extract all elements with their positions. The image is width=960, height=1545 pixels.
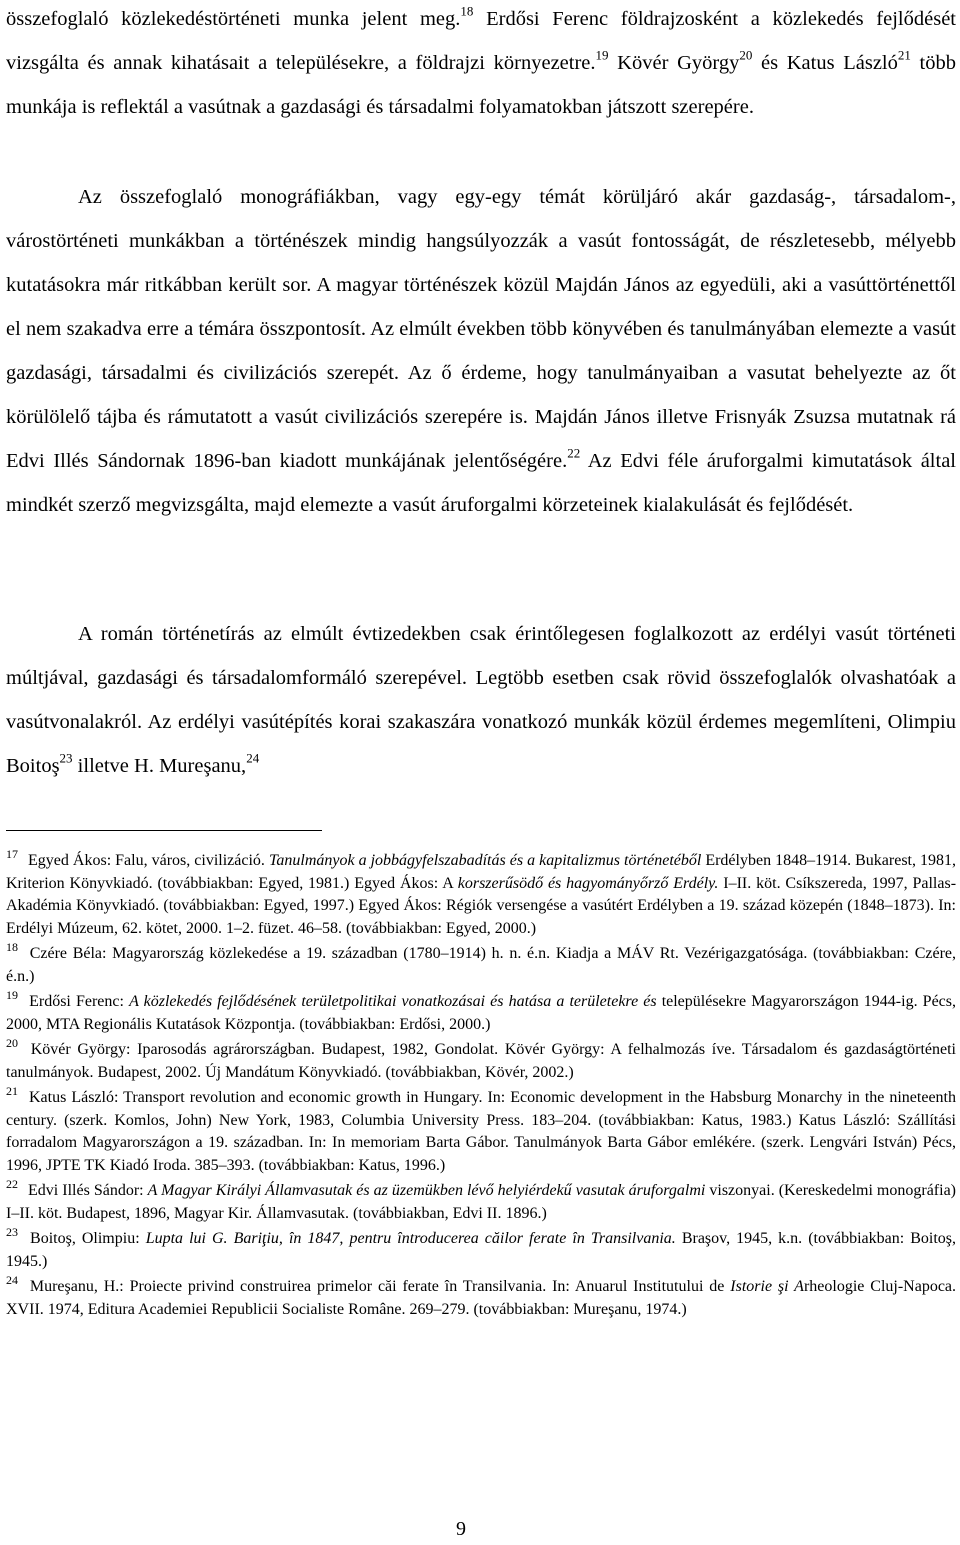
footnote-text: Egyed Ákos: Falu, város, civilizáció.: [24, 852, 269, 869]
footnote-text: Czére Béla: Magyarország közlekedése a 19. században (1780–1914) h. n. é.n. Kiadja a MÁV Rt. Vezérigazgatósága. (továbbiakban: Czére, é.n.): [6, 945, 956, 985]
footnote-ref-18[interactable]: 18: [460, 3, 474, 19]
paragraph-text: Az Edvi féle áruforgalmi kimutatások által mindkét szerző megvizsgálta, majd elemezte a vasút áruforgalmi körzeteinek kialakulását és fejlődését.: [6, 450, 956, 516]
footnote-text: Mureşanu, H.: Proiecte privind construirea primelor căi ferate în Transilvania. In: Anuarul Institutului de: [24, 1278, 731, 1295]
footnote-number: 18: [6, 939, 18, 954]
footnote-text: településekre Magyarországon 1944-ig. Pécs, 2000, MTA Regionális Kutatások Központja. (továbbiakban: Erdősi, 2000.): [6, 993, 957, 1033]
paragraph-1: [6, 0, 956, 129]
document-page: [6, 0, 956, 1545]
footnote-text: Boitoş, Olimpiu:: [24, 1230, 146, 1247]
footnote-ref-19[interactable]: 19: [595, 47, 609, 63]
footnote-italic: A közlekedés fejlődésének területpolitikai vonatkozásai és hatása a területekre és: [129, 993, 657, 1010]
footnote-number: 22: [6, 1176, 18, 1191]
footnote-italic: Tanulmányok a jobbágyfelszabadítás és a kapitalizmus történetéből: [268, 852, 702, 869]
footnote-text: Edvi Illés Sándor:: [24, 1182, 148, 1199]
page-number: 9: [456, 1518, 466, 1540]
footnote-22: [6, 1176, 957, 1225]
paragraph-text: összefoglaló közlekedéstörténeti munka jelent meg.: [6, 8, 461, 30]
paragraph-text: Kövér György: [608, 52, 740, 74]
footnote-ref-22[interactable]: 22: [567, 445, 581, 461]
paragraph-3: [6, 612, 956, 788]
footnote-19: [6, 987, 957, 1036]
footnote-20: [6, 1035, 956, 1084]
footnote-ref-24[interactable]: 24: [246, 750, 260, 766]
footnote-ref-20[interactable]: 20: [739, 47, 753, 63]
footnote-italic: Lupta lui G. Bariţiu, în 1847, pentru întroducerea căilor ferate în Transilvania.: [145, 1230, 676, 1247]
paragraph-text: A román történetírás az elmúlt évtizedekben csak érintőlegesen foglalkozott az erdélyi vasút történeti múltjával, gazdasági és társadalomformáló szerepével. Legtöbb esetben csak rövid összefoglalók olvashatóak a vasútvonalakról. Az erdélyi vasútépítés korai szakaszára vonatkozó munkák közül érdemes megemlíteni, Olimpiu Boitoş: [6, 623, 956, 777]
paragraph-text: Erdősi Ferenc földrajzosként a közlekedés fejlődését vizsgálta és annak kihatásait a településekre, a földrajzi környezetre.: [6, 8, 956, 74]
footnote-17: [6, 846, 957, 940]
paragraph-text: Az összefoglaló monográfiákban, vagy egy-egy témát körüljáró akár gazdaság-, társadalom-, várostörténeti munkákban a történészek mindig hangsúlyozzák a vasút fontosságát, de részletesebb, mélyebb kutatásokra már ritkábban került sor. A magyar történészek közül Majdán János az egyedüli, aki a vasúttörténettől el nem szakadva erre a témára összpontosít. Az elmúlt években több könyvében és tanulmányában elemezte a vasút gazdasági, társadalmi és civilizációs szerepét. Az ő érdeme, hogy tanulmányaiban a vasutat behelyezte az őt körülölelő tájba és rámutatott a vasút civilizációs szerepére is. Majdán János illetve Frisnyák Zsuzsa mutatnak rá Edvi Illés Sándornak 1896-ban kiadott munkájának jelentőségére.: [6, 186, 956, 472]
footnote-number: 21: [6, 1083, 18, 1098]
footnote-text: Braşov, 1945, k.n. (továbbiakban: Boitoş, 1945.): [6, 1230, 957, 1270]
footnote-text: Kövér György: Iparosodás agrárországban. Budapest, 1982, Gondolat. Kövér György: A felhalmozás íve. Társadalom és gazdaságtörténeti tanulmányok. Budapest, 2002. Új Mandátum Könyvkiadó. (továbbiakban, Kövér, 2002.): [6, 1041, 956, 1081]
footnote-number: 23: [6, 1224, 18, 1239]
footnote-18: [6, 939, 956, 988]
footnote-number: 20: [6, 1035, 18, 1050]
footnote-text: Katus László: Transport revolution and economic growth in Hungary. In: Economic development in the Habsburg Monarchy in the nineteenth century. (szerk. Komlos, John) New York, 1983, Columbia University Press. 183–204. (továbbiakban: Katus, 1983.) Katus László: Szállítási forradalom Magyarországon a 19. században. In: In memoriam Barta Gábor. Tanulmányok Barta Gábor emlékére. (szerk. Lengvári István) Pécs, 1996, JPTE TK Kiadó Iroda. 385–393. (továbbiakban: Katus, 1996.): [6, 1089, 956, 1174]
footnote-number: 24: [6, 1272, 18, 1287]
footnote-ref-21[interactable]: 21: [897, 47, 911, 63]
footnote-23: [6, 1224, 957, 1273]
footnote-text: viszonyai. (Kereskedelmi monográfia) I–II. köt. Budapest, 1896, Magyar Kir. Államvasutak. (továbbiakban, Edvi II. 1896.): [6, 1182, 957, 1222]
paragraph-text: több munkája is reflektál a vasútnak a gazdasági és társadalmi folyamatokban játszott szerepére.: [6, 52, 956, 118]
footnote-text: I–II. köt. Csíkszereda, 1997, Pallas-Akadémia Könyvkiadó. (továbbiakban: Egyed, 1997.) Egyed Ákos: Régiók versengése a vasútért Erdélyben a 19. század közepén (1848–1873). In: Erdélyi Múzeum, 62. kötet, 2000. 1–2. füzet. 46–58. (továbbiakban: Egyed, 2000.): [6, 874, 957, 937]
footnote-italic: A Magyar Királyi Államvasutak és az üzemükben lévő helyiérdekű vasutak áruforgalmi: [147, 1182, 706, 1199]
footnote-ref-23[interactable]: 23: [59, 750, 73, 766]
footnotes-section: [6, 846, 957, 1324]
paragraph-text: és Katus László: [752, 52, 898, 74]
footnote-number: 19: [6, 987, 18, 1002]
footnote-24: [6, 1272, 957, 1321]
footnote-21: [6, 1083, 956, 1177]
footnote-italic: Istorie şi A: [730, 1278, 804, 1295]
footnote-italic: korszerűsödő és hagyományőrző Erdély.: [457, 874, 719, 892]
footnote-text: Erdősi Ferenc:: [24, 993, 130, 1010]
paragraph-text: illetve H. Mureşanu,: [72, 755, 247, 777]
paragraph-2: [6, 175, 956, 527]
footnote-text: rheologie Cluj-Napoca. XVII. 1974, Editura Academiei Republicii Socialiste Române. 269–279. (továbbiakban: Mureşanu, 1974.): [6, 1278, 957, 1318]
footnote-text: Erdélyben 1848–1914. Bukarest, 1981, Kriterion Könyvkiadó. (továbbiakban: Egyed, 1981.) Egyed Ákos: A: [6, 852, 956, 892]
footnote-separator: [6, 830, 322, 831]
footnote-number: 17: [6, 846, 18, 861]
